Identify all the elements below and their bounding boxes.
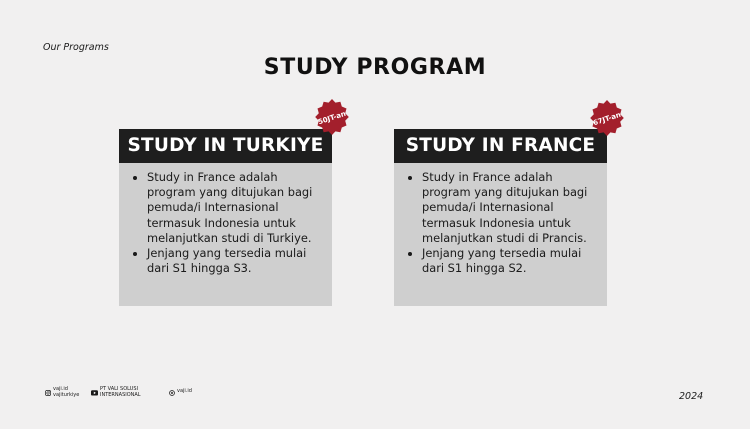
bullet-list [147, 170, 326, 276]
bullet-list [422, 170, 601, 276]
card-heading: STUDY IN TURKIYE [119, 129, 332, 163]
year-label: 2024 [679, 391, 704, 402]
card-body [119, 163, 332, 306]
bullet-item: Study in France adalah program yang ditujukan bagi pemuda/i Internasional termasuk Indonesia untuk melanjutkan studi di Prancis. [422, 170, 601, 246]
card-body [394, 163, 607, 306]
youtube-icon [91, 390, 98, 396]
badge-price-text: 50JT-an [317, 109, 347, 127]
page-title: STUDY PROGRAM [263, 55, 487, 80]
program-card-turkiye [119, 129, 332, 306]
instagram-icon [45, 390, 51, 396]
bullet-item: Study in France adalah program yang ditujukan bagi pemuda/i Internasional termasuk Indonesia untuk melanjutkan studi di Turkiye. [147, 170, 326, 246]
threads-line-1: vaji.id [177, 388, 192, 394]
price-badge-turkiye [312, 98, 352, 138]
badge-price-text: 67JT-an [592, 110, 622, 128]
instagram-line-1: vaji.id [53, 386, 68, 392]
card-heading: STUDY IN FRANCE [394, 129, 607, 163]
price-badge-france [587, 99, 627, 139]
bullet-item: Jenjang yang tersedia mulai dari S1 hingga S3. [147, 246, 326, 276]
instagram-line-2: vajiturkiye [53, 391, 80, 398]
section-label: Our Programs [43, 42, 109, 53]
youtube-line-1: PT VALI SOLUSI [100, 386, 138, 392]
threads-icon [169, 390, 175, 396]
bullet-item: Jenjang yang tersedia mulai dari S1 hingga S2. [422, 246, 601, 276]
program-card-france [394, 129, 607, 306]
youtube-line-2: INTERNASIONAL [100, 391, 141, 398]
